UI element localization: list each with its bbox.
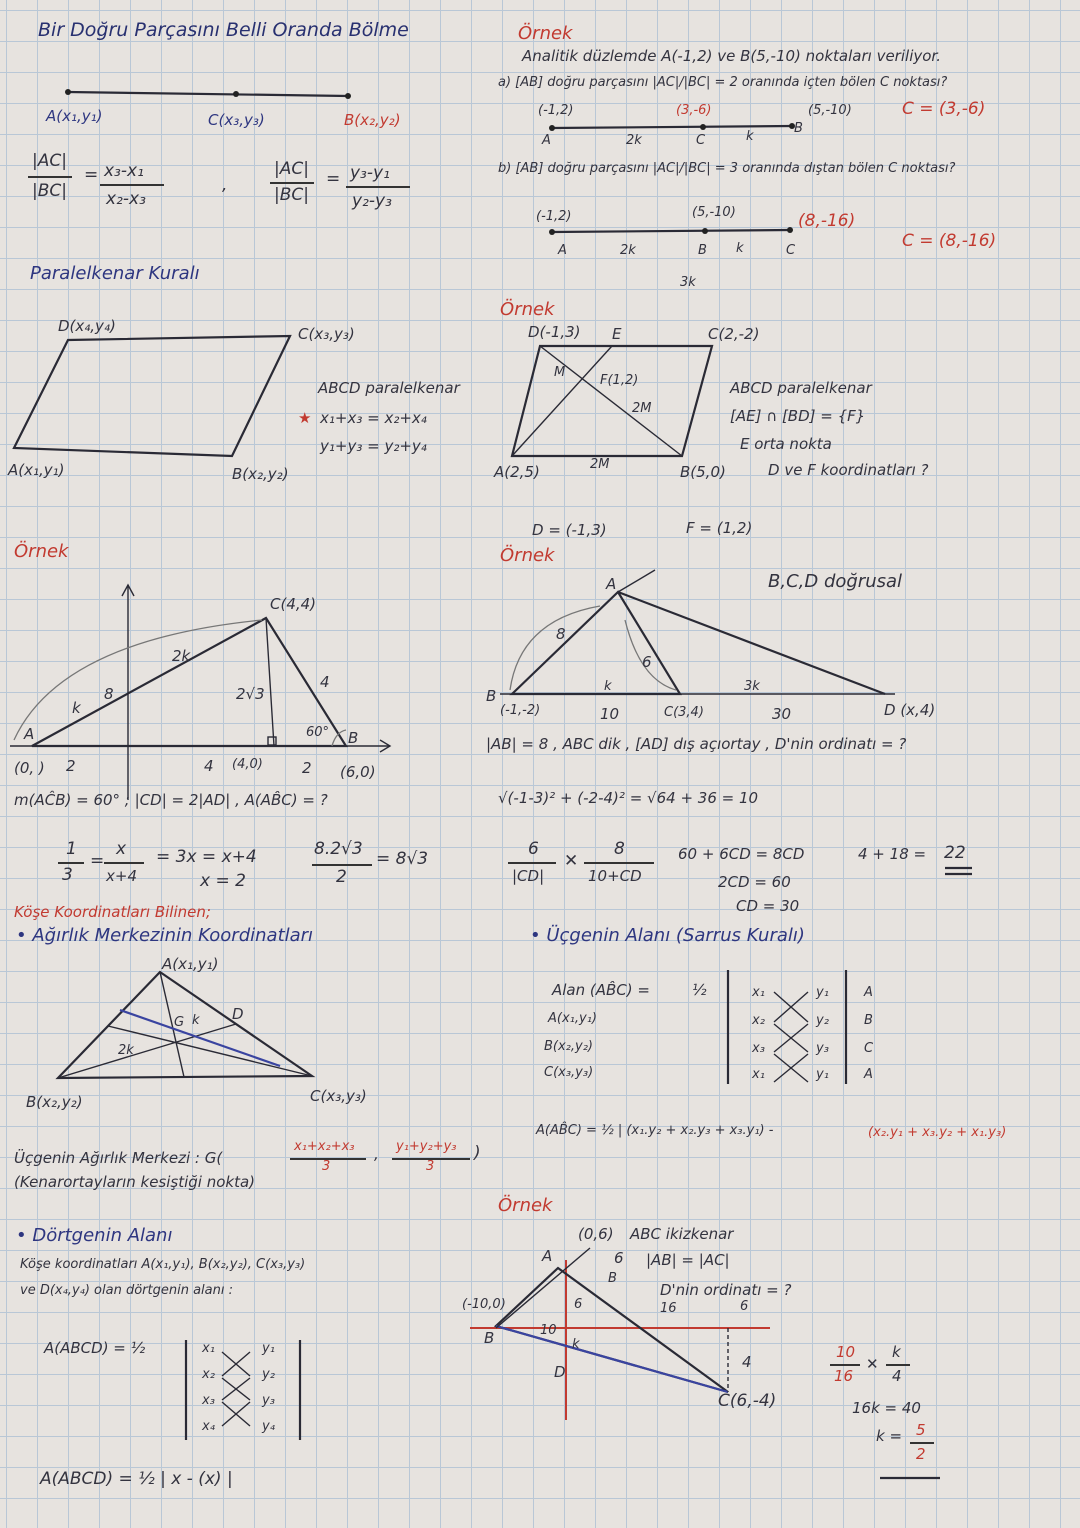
r1a-a-dot — [549, 125, 555, 131]
equals-sign: = — [84, 165, 99, 185]
label-point-c: C(x₃,y₃) — [208, 111, 265, 129]
cross-sign: ✕ — [866, 1355, 879, 1373]
r3-note: B,C,D doğrusal — [768, 571, 903, 592]
r3-w4: 2CD = 60 — [718, 873, 791, 891]
ex1-a-coord: (0, ) — [14, 759, 45, 777]
extension-r3 — [618, 570, 655, 592]
equals-sign: = — [90, 851, 105, 871]
sarrus-r4-p: A — [864, 1067, 873, 1082]
centroid-note: (Kenarortayların kesiştiği nokta) — [14, 1173, 256, 1191]
point-a-dot — [65, 89, 71, 95]
r4-w4-lhs: k = — [876, 1427, 903, 1445]
fraction-bar — [346, 186, 410, 188]
r1a-k: k — [746, 129, 754, 144]
centroid-label-b: B(x₂,y₂) — [26, 1093, 83, 1111]
r1-question-b: b) [AB] doğru parçasını |AC|/|BC| = 3 oranında dıştan bölen C noktası? — [498, 161, 956, 176]
triangle-abc-ex1 — [32, 618, 346, 746]
r2-answer-f: F = (1,2) — [686, 519, 753, 537]
ratio-lhs-den-2: |BC| — [274, 185, 309, 205]
r3-label-b: B — [486, 687, 497, 705]
r3-3k: 3k — [744, 679, 760, 694]
tri-point-c: C(x₃,y₃) — [544, 1065, 594, 1080]
centroid-2k: 2k — [118, 1043, 134, 1058]
triangle-area-heading: • Üçgenin Alanı (Sarrus Kuralı) — [530, 925, 805, 946]
r1b-answer: C = (8,-16) — [902, 231, 997, 251]
ex1-len-8: 8 — [104, 685, 114, 703]
r2-note-2: [AE] ∩ [BD] = {F} — [730, 407, 866, 425]
r4-seg-10: 10 — [540, 1323, 557, 1338]
ex1-foot: (4,0) — [232, 757, 263, 772]
r1b-3k: 3k — [680, 275, 696, 290]
centroid-fy-den: 3 — [426, 1159, 435, 1174]
r4-a-coord: (0,6) — [578, 1225, 614, 1243]
ex1-len-2k: 2k — [172, 647, 191, 665]
centroid-label-d: D — [232, 1005, 244, 1023]
blue-bc-r4 — [496, 1323, 728, 1392]
ratio-x-num: x₃-x₁ — [104, 161, 144, 181]
triangle-centroid — [58, 972, 312, 1078]
ex1-w1-xden: x+4 — [106, 867, 137, 885]
r2-note-3: E orta nokta — [740, 435, 832, 453]
fraction-bar — [312, 864, 372, 866]
segment-r1a — [552, 126, 792, 128]
ex1-label-c: C(4,4) — [270, 595, 317, 613]
quad-line-2: ve D(x₄,y₄) olan dörtgenin alanı : — [20, 1283, 233, 1298]
sarrus-r1-y: y₁ — [816, 985, 829, 1000]
quad-r4-x: x₄ — [202, 1419, 215, 1434]
parallelogram-heading: Paralelkenar Kuralı — [30, 263, 200, 284]
r4-label-d: D — [554, 1363, 566, 1381]
r3-w1-num: 6 — [528, 839, 539, 859]
sarrus-r2-p: B — [864, 1013, 873, 1028]
star-icon: ★ — [298, 409, 312, 427]
sarrus-r3-p: C — [864, 1041, 874, 1056]
quad-r2-y: y₂ — [262, 1367, 275, 1382]
r2-label-a: A(2,5) — [494, 463, 540, 481]
right-angle-mark — [268, 737, 276, 745]
r1b-label-c: C — [786, 243, 796, 258]
fraction-bar — [830, 1364, 860, 1366]
r1b-b-coord: (5,-10) — [692, 205, 736, 220]
paren-close: ) — [474, 1143, 481, 1163]
r4-w1-num: 10 — [836, 1343, 856, 1361]
r2-note-4: D ve F koordinatları ? — [768, 461, 929, 479]
r4-w3: 16k = 40 — [852, 1399, 921, 1417]
r1a-b-coord: (5,-10) — [808, 103, 852, 118]
r3-w3: 60 + 6CD = 8CD — [678, 845, 805, 863]
r1b-label-a: A — [558, 243, 567, 258]
r2-answer-d: D = (-1,3) — [532, 521, 607, 539]
r1b-a-coord: (-1,2) — [536, 209, 572, 224]
r3-seg-10: 10 — [600, 705, 620, 723]
r4-b-top: B — [608, 1271, 617, 1286]
fraction-bar — [910, 1442, 934, 1444]
r1b-a-dot — [549, 229, 555, 235]
r2-label-b: B(5,0) — [680, 463, 726, 481]
comma: , — [222, 175, 228, 195]
r4-seg-16: 16 — [660, 1301, 677, 1316]
para-label-d: D(x₄,y₄) — [58, 317, 116, 335]
r1a-label-b: B — [794, 121, 803, 136]
quad-r2-x: x₂ — [202, 1367, 215, 1382]
segment-ab — [68, 92, 348, 96]
centroid-label-c: C(x₃,y₃) — [310, 1087, 367, 1105]
r1a-label-c: C — [696, 133, 706, 148]
ratio-x-den: x₂-x₃ — [106, 189, 146, 209]
r3-len-6: 6 — [642, 653, 652, 671]
ex1-len-k: k — [72, 699, 81, 717]
point-c-dot — [233, 91, 239, 97]
example-label-r3: Örnek — [500, 545, 555, 566]
quad-r1-y: y₁ — [262, 1341, 275, 1356]
r4-w2-den: 4 — [892, 1367, 902, 1385]
ex1-w2: 8.2√3 — [314, 839, 363, 859]
r1a-c-dot — [700, 124, 706, 130]
sarrus-r1-x: x₁ — [752, 985, 765, 1000]
fraction-bar — [100, 184, 164, 186]
fraction-bar — [270, 182, 314, 184]
r3-w5: CD = 30 — [736, 897, 800, 915]
centroid-fy-num: y₁+y₂+y₃ — [396, 1139, 457, 1154]
median-c — [108, 1026, 312, 1076]
r4-label-c: C(6,-4) — [718, 1391, 777, 1411]
example-label-r4: Örnek — [498, 1195, 553, 1216]
para-name: ABCD paralelkenar — [318, 379, 460, 397]
centroid-formula-label: Üçgenin Ağırlık Merkezi : G( — [14, 1149, 223, 1167]
r3-label-c: C(3,4) — [664, 705, 704, 720]
r1a-2k: 2k — [626, 133, 642, 148]
centroid-fx-den: 3 — [322, 1159, 331, 1174]
comma: , — [374, 1145, 379, 1163]
r4-note-1: ABC ikizkenar — [630, 1225, 734, 1243]
r1a-c-coord: (3,-6) — [676, 103, 712, 118]
fraction-bar — [886, 1364, 910, 1366]
r3-given: |AB| = 8 , ABC dik , [AD] dış açıortay , D'nin ordinatı = ? — [486, 735, 907, 753]
r1-line-1: Analitik düzlemde A(-1,2) ve B(5,-10) noktaları veriliyor. — [522, 47, 941, 65]
sarrus-r1-p: A — [864, 985, 873, 1000]
fraction-bar — [508, 862, 556, 864]
tri-area-lhs: Alan (AB̂C) = — [552, 981, 650, 999]
example-label-r1: Örnek — [518, 23, 573, 44]
arc-mark-1 — [14, 620, 262, 740]
point-b-dot — [345, 93, 351, 99]
label-point-a: A(x₁,y₁) — [46, 107, 103, 125]
fraction-bar — [104, 862, 144, 864]
r4-seg-6: 6 — [574, 1297, 583, 1312]
r3-w2-num: 8 — [614, 839, 625, 859]
ex1-w1-eq: = 3x = x+4 — [156, 847, 257, 867]
r3-w2-den: 10+CD — [588, 867, 642, 885]
segment-r1b — [552, 230, 790, 232]
ex1-given: m(AĈB) = 60° ; |CD| = 2|AD| , A(AB̂C) = ? — [14, 791, 328, 809]
fraction-bar — [28, 176, 72, 178]
r1b-k: k — [736, 241, 744, 256]
ex1-w1-den: 3 — [62, 865, 73, 885]
r2-label-e: E — [612, 325, 622, 343]
r1b-label-b: B — [698, 243, 707, 258]
centroid-k: k — [192, 1013, 200, 1028]
r4-w4-den: 2 — [916, 1445, 926, 1463]
r4-note-2: |AB| = |AC| — [646, 1251, 730, 1269]
quad-r4-y: y₄ — [262, 1419, 275, 1434]
altitude-ex1 — [266, 618, 274, 746]
sarrus-r4-x: x₁ — [752, 1067, 765, 1082]
r3-k: k — [604, 679, 612, 694]
r3-w6: 4 + 18 = — [858, 845, 927, 863]
quad-heading: • Dörtgenin Alanı — [16, 1225, 173, 1246]
ex1-w2-res: = 8√3 — [376, 849, 429, 869]
r2-label-c: C(2,-2) — [708, 325, 760, 343]
parallelogram-shape — [14, 336, 290, 456]
r4-w4-num: 5 — [916, 1421, 926, 1439]
r4-seg-6b: 6 — [740, 1299, 749, 1314]
ratio-y-den: y₂-y₃ — [352, 191, 392, 211]
r2-bottom-2m: 2M — [590, 457, 610, 472]
r4-six: 6 — [614, 1249, 624, 1267]
r1b-c-dot — [787, 227, 793, 233]
centroid-label-a: A(x₁,y₁) — [162, 955, 219, 973]
fraction-bar — [58, 862, 84, 864]
r3-answer: 22 — [944, 843, 966, 863]
fraction-bar — [584, 862, 654, 864]
tri-formula-red: (x₂.y₁ + x₃.y₂ + x₁.y₃) — [868, 1125, 1007, 1140]
sarrus-r3-y: y₃ — [816, 1041, 829, 1056]
r4-w2-num: k — [892, 1343, 901, 1361]
para-rule-1: x₁+x₃ = x₂+x₄ — [320, 409, 427, 427]
r3-label-d: D (x,4) — [884, 701, 936, 719]
para-label-b: B(x₂,y₂) — [232, 465, 289, 483]
ex1-w2-den: 2 — [336, 867, 347, 887]
quad-r3-y: y₃ — [262, 1393, 275, 1408]
ratio-lhs-den: |BC| — [32, 181, 67, 201]
ex1-seg-4: 4 — [204, 757, 214, 775]
quad-r1-x: x₁ — [202, 1341, 215, 1356]
ex1-w1-num: 1 — [66, 839, 77, 859]
ex1-label-a: A — [24, 725, 35, 743]
sarrus-r4-y: y₁ — [816, 1067, 829, 1082]
ex1-angle: 60° — [306, 725, 330, 740]
sarrus-r3-x: x₃ — [752, 1041, 765, 1056]
r4-four: 4 — [742, 1353, 752, 1371]
centroid-fx-num: x₁+x₂+x₃ — [294, 1139, 355, 1154]
r2-label-d: D(-1,3) — [528, 323, 581, 341]
r3-distance: √(-1-3)² + (-2-4)² = √64 + 36 = 10 — [498, 789, 759, 807]
centroid-heading: • Ağırlık Merkezinin Koordinatları — [16, 925, 314, 946]
r4-label-b: B — [484, 1329, 495, 1347]
r4-note-3: D'nin ordinatı = ? — [660, 1281, 792, 1299]
r3-seg-30: 30 — [772, 705, 792, 723]
quad-lhs: A(ABCD) = ½ — [44, 1339, 146, 1357]
r2-m: M — [554, 365, 566, 380]
ex1-seg-2b: 2 — [302, 759, 312, 777]
sarrus-r2-y: y₂ — [816, 1013, 829, 1028]
tri-point-a: A(x₁,y₁) — [548, 1011, 597, 1026]
ex1-w1-x: x — [116, 839, 127, 859]
r1a-a-coord: (-1,2) — [538, 103, 574, 118]
r2-label-f: F(1,2) — [600, 373, 639, 388]
r3-b-coord: (-1,-2) — [500, 703, 541, 718]
tri-area-half: ½ — [692, 981, 707, 999]
ex1-w1-res: x = 2 — [200, 871, 246, 891]
r1-question-a: a) [AB] doğru parçasını |AC|/|BC| = 2 oranında içten bölen C noktası? — [498, 75, 948, 90]
para-label-c: C(x₃,y₃) — [298, 325, 355, 343]
quad-line-1: Köşe koordinatları A(x₁,y₁), B(x₂,y₂), C(x₃,y₃) — [20, 1257, 306, 1272]
r1a-label-a: A — [542, 133, 551, 148]
r3-w1-den: |CD| — [512, 867, 545, 885]
tri-point-b: B(x₂,y₂) — [544, 1039, 594, 1054]
quad-result: A(ABCD) = ½ | x - (x) | — [40, 1469, 233, 1489]
r2-note-1: ABCD paralelkenar — [730, 379, 872, 397]
page-title: Bir Doğru Parçasını Belli Oranda Bölme — [38, 19, 409, 41]
ratio-lhs-num-2: |AC| — [274, 159, 309, 179]
tri-formula-black: A(AB̂C) = ½ | (x₁.y₂ + x₂.y₃ + x₃.y₁) - — [536, 1123, 774, 1138]
ex1-len-4: 4 — [320, 673, 330, 691]
sarrus-r2-x: x₂ — [752, 1013, 765, 1028]
ratio-lhs-num: |AC| — [32, 151, 67, 171]
r2-2m: 2M — [632, 401, 652, 416]
r1b-c-coord: (8,-16) — [798, 211, 856, 231]
r1a-answer: C = (3,-6) — [902, 99, 986, 119]
r4-w1-den: 16 — [834, 1367, 854, 1385]
ex1-len-2r3: 2√3 — [236, 685, 265, 703]
equals-sign: = — [326, 169, 341, 189]
r4-k: k — [572, 1337, 580, 1352]
ratio-y-num: y₃-y₁ — [350, 163, 390, 183]
centroid-label-g: G — [174, 1015, 185, 1030]
r3-len-8: 8 — [556, 625, 566, 643]
example-label-r2: Örnek — [500, 299, 555, 320]
para-label-a: A(x₁,y₁) — [8, 461, 65, 479]
r1b-2k: 2k — [620, 243, 636, 258]
para-rule-2: y₁+y₃ = y₂+y₄ — [320, 437, 427, 455]
ex1-seg-2: 2 — [66, 757, 76, 775]
ex1-label-b: B — [348, 729, 359, 747]
ex1-b-coord: (6,0) — [340, 763, 376, 781]
label-point-b: B(x₂,y₂) — [344, 111, 401, 129]
r4-label-a: A — [542, 1247, 553, 1265]
arc-r3-1 — [510, 606, 600, 690]
quad-r3-x: x₃ — [202, 1393, 215, 1408]
r3-label-a: A — [606, 575, 617, 593]
centroid-heading-note: Köşe Koordinatları Bilinen; — [14, 903, 211, 921]
r4-b-coord: (-10,0) — [462, 1297, 506, 1312]
example-label-1: Örnek — [14, 541, 69, 562]
cross-sign: ✕ — [564, 851, 579, 871]
r1b-b-dot — [702, 228, 708, 234]
